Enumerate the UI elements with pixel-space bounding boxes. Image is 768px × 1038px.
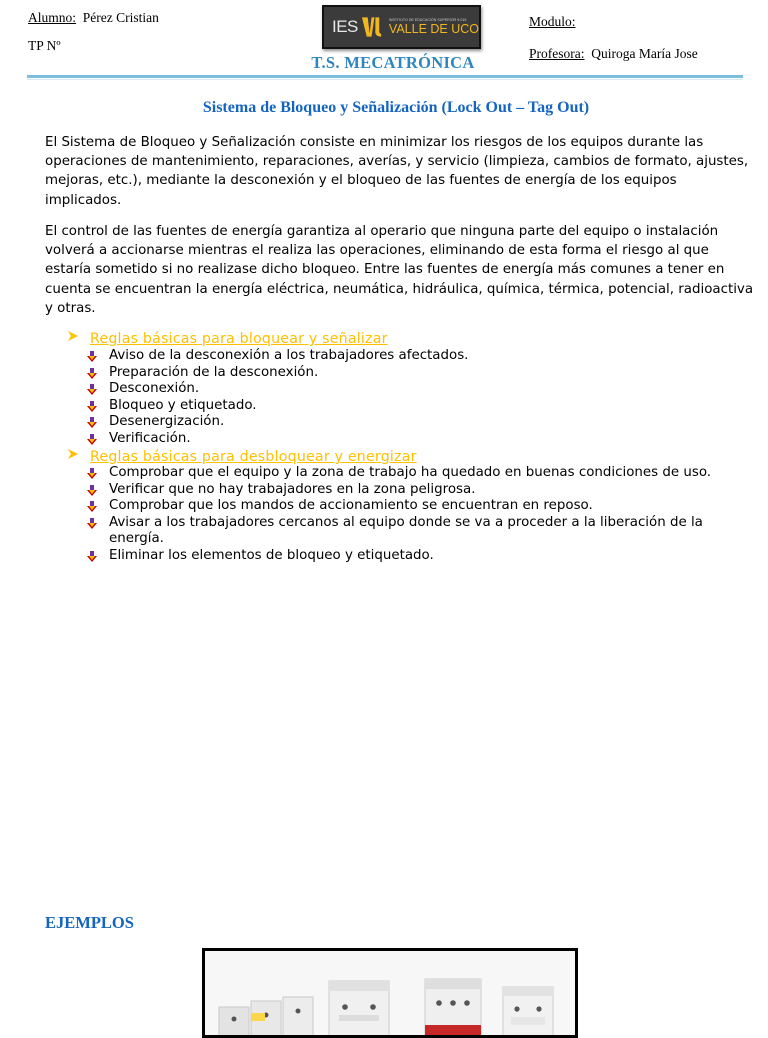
list-item <box>84 482 744 499</box>
down-arrow-bullet-icon <box>86 401 98 413</box>
section-heading-unlock <box>67 448 417 466</box>
list-item-text: Verificar que no hay trabajadores en la zona peligrosa. <box>109 481 476 497</box>
list-item <box>84 398 744 415</box>
examples-heading: EJEMPLOS <box>45 913 134 932</box>
paragraph-intro: El Sistema de Bloqueo y Señalización consiste en minimizar los riesgos de los equipos durante las operaciones de mantenimiento, reparaciones, averías, y servicio (limpieza, cambios de formato, ajustes, mejoras, etc.), mediante la desconexión y el bloqueo de las fuentes de energía de los equipos implicados. <box>45 135 749 208</box>
list-item-text: Desconexión. <box>109 381 200 397</box>
list-item <box>84 414 744 431</box>
list-item-text: Verificación. <box>109 430 191 446</box>
circuit-breaker-illustration <box>205 951 575 1035</box>
section-heading-lock-label: Reglas básicas para bloquear y señalizar <box>90 331 388 347</box>
lock-rules-list <box>84 348 744 448</box>
down-arrow-bullet-icon <box>86 384 98 396</box>
list-item <box>84 498 744 515</box>
section-heading-lock <box>67 330 388 348</box>
down-arrow-bullet-icon <box>86 518 98 530</box>
down-arrow-bullet-icon <box>86 501 98 513</box>
profesora-value: Quiroga María Jose <box>591 46 698 61</box>
list-item-text: Aviso de la desconexión a los trabajadores afectados. <box>109 348 469 363</box>
header-divider-shadow <box>27 79 743 80</box>
list-item-text: Eliminar los elementos de bloqueo y etiquetado. <box>109 547 434 563</box>
list-item <box>84 548 744 565</box>
list-item-text: Preparación de la desconexión. <box>109 364 319 380</box>
paragraph-control: El control de las fuentes de energía garantiza al operario que ninguna parte del equipo o instalación volverá a accionarse mientras el realiza las operaciones, eliminando de esta forma el riesgo al que estaría sometido si no realizase dicho bloqueo. Entre las fuentes de energía más comunes a tener en cuenta se encuentran la energía eléctrica, neumática, hidráulica, química, térmica, potencial, radioactiva y otras. <box>45 224 754 316</box>
section-heading-unlock-label: Reglas básicas para desbloquear y energizar <box>90 449 417 465</box>
breaker-group-4 <box>503 987 553 1035</box>
down-arrow-bullet-icon <box>86 434 98 446</box>
down-arrow-bullet-icon <box>86 417 98 429</box>
arrowhead-icon <box>67 448 90 466</box>
list-item <box>84 515 744 548</box>
example-photo-breakers <box>202 948 578 1038</box>
breaker-group-2 <box>329 981 389 1035</box>
document-title: Sistema de Bloqueo y Señalización (Lock Out – Tag Out) <box>202 99 590 116</box>
alumno-value: Pérez Cristian <box>82 10 159 25</box>
unlock-rules-list <box>84 465 744 565</box>
down-arrow-bullet-icon <box>86 368 98 380</box>
list-item-text: Bloqueo y etiquetado. <box>109 397 257 413</box>
header-divider <box>27 75 743 78</box>
list-item <box>84 465 744 482</box>
list-item <box>84 431 744 448</box>
logo-small-text: INSTITUTO DE EDUCACIÓN SUPERIOR 9-015 <box>388 18 467 22</box>
list-item-text: Comprobar que el equipo y la zona de trabajo ha quedado en buenas condiciones de uso. <box>109 465 712 480</box>
down-arrow-bullet-icon <box>86 485 98 497</box>
modulo-label: Modulo: <box>529 14 576 29</box>
modulo-row <box>529 13 698 45</box>
list-item <box>84 365 744 382</box>
list-item <box>84 381 744 398</box>
breaker-group-3 <box>425 979 481 1035</box>
tp-label: TP Nº <box>28 38 61 53</box>
down-arrow-bullet-icon <box>86 351 98 363</box>
institution-logo <box>322 5 481 49</box>
career-title: T.S. MECATRÓNICA <box>311 53 475 72</box>
logo-name: VALLE DE UCO <box>388 22 479 36</box>
list-item <box>84 348 744 365</box>
list-item-text: Comprobar que los mandos de accionamiento se encuentran en reposo. <box>109 498 593 514</box>
logo-text <box>389 18 479 36</box>
alumno-row <box>28 9 159 37</box>
list-item-text: Avisar a los trabajadores cercanos al equipo donde se va a proceder a la liberación de la energía. <box>109 514 703 547</box>
logo-ies-text: IES <box>332 17 358 36</box>
arrowhead-icon <box>67 330 90 348</box>
alumno-label: Alumno: <box>28 10 77 25</box>
down-arrow-bullet-icon <box>86 551 98 563</box>
list-item-text: Desenergización. <box>109 414 225 430</box>
profesora-label: Profesora: <box>529 46 585 61</box>
logo-vu-mark-icon <box>361 14 384 40</box>
down-arrow-bullet-icon <box>86 468 98 480</box>
